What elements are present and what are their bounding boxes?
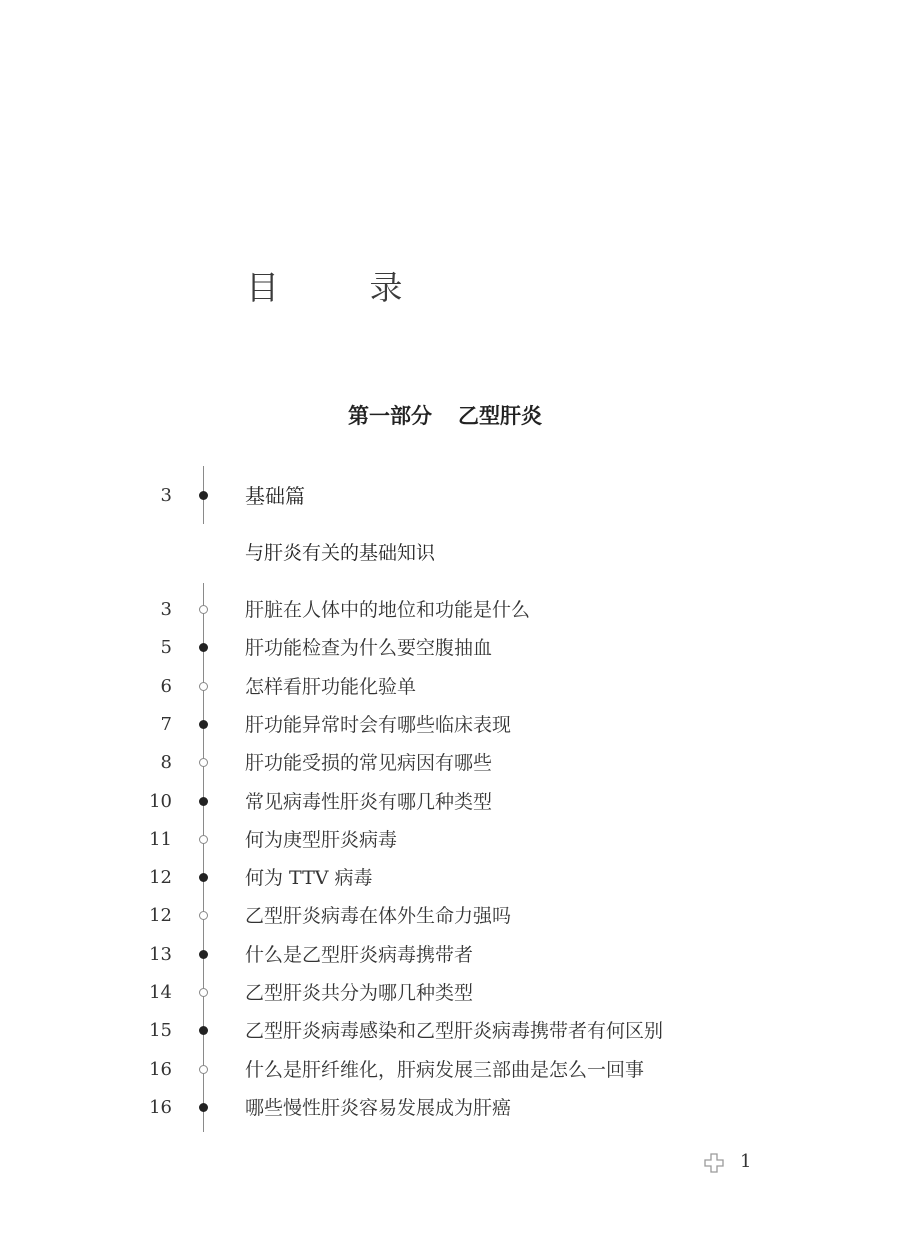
toc-entry[interactable] [0,633,900,663]
page-number: 1 [740,1151,752,1172]
filled-bullet-icon [199,720,208,729]
filled-bullet-icon [199,643,208,652]
hollow-bullet-icon [199,835,208,844]
toc-entry[interactable] [0,940,900,970]
part-label: 第一部分 [348,403,432,428]
entry-page-number: 14 [149,982,172,1003]
entry-page-number: 6 [160,675,172,697]
entry-title: 什么是肝纤维化，肝病发展三部曲是怎么一回事 [245,1058,645,1081]
entry-page-number: 3 [160,599,172,620]
filled-bullet-icon [199,797,208,806]
hollow-bullet-icon [199,911,208,920]
toc-entry[interactable] [0,978,900,1008]
entry-title: 怎样看肝功能化验单 [245,675,417,698]
section-entry[interactable] [0,481,900,511]
hollow-bullet-icon [199,682,208,691]
entry-page-number: 10 [149,790,172,812]
toc-entry[interactable] [0,1093,900,1123]
entry-title: 肝脏在人体中的地位和功能是什么 [245,599,531,621]
entry-page-number: 8 [160,752,172,774]
toc-entry[interactable] [0,672,900,702]
entry-title: 常见病毒性肝炎有哪几种类型 [245,790,493,813]
part-heading [0,400,890,430]
entry-title: 乙型肝炎共分为哪几种类型 [245,982,474,1004]
entry-title: 肝功能受损的常见病因有哪些 [245,752,493,775]
entry-page-number: 12 [149,867,172,889]
entry-title: 乙型肝炎病毒感染和乙型肝炎病毒携带者有何区别 [245,1020,664,1043]
hollow-bullet-icon [199,1065,208,1074]
section-page-number: 3 [160,485,172,506]
entry-title: 何为 TTV 病毒 [245,867,373,890]
filled-bullet-icon [199,950,208,959]
filled-bullet-icon [199,1103,208,1112]
entry-page-number: 15 [149,1020,172,1042]
toc-entry[interactable] [0,710,900,740]
section-bullet-icon [199,491,208,500]
filled-bullet-icon [199,873,208,882]
entry-page-number: 16 [149,1096,172,1118]
toc-entry[interactable] [0,863,900,893]
entry-page-number: 7 [160,713,172,735]
hollow-bullet-icon [199,605,208,614]
toc-entry[interactable] [0,901,900,931]
toc-entry[interactable] [0,595,900,625]
entry-title: 肝功能异常时会有哪些临床表现 [245,713,512,736]
entry-page-number: 11 [149,828,172,850]
entry-page-number: 5 [160,637,172,659]
part-title: 乙型肝炎 [458,403,542,428]
subsection-title: 与肝炎有关的基础知识 [245,542,436,564]
entry-page-number: 13 [149,943,172,965]
entry-title: 何为庚型肝炎病毒 [245,828,398,851]
entry-title: 肝功能检查为什么要空腹抽血 [245,637,493,660]
entry-page-number: 12 [149,905,172,927]
hollow-bullet-icon [199,988,208,997]
hollow-bullet-icon [199,758,208,767]
filled-bullet-icon [199,1026,208,1035]
toc-entry[interactable] [0,787,900,817]
entry-page-number: 16 [149,1058,172,1080]
cross-outline-icon [704,1153,724,1173]
section-title: 基础篇 [245,484,305,508]
toc-entry[interactable] [0,748,900,778]
toc-title: 目 录 [246,268,443,307]
entry-title: 哪些慢性肝炎容易发展成为肝癌 [245,1096,512,1119]
entry-title: 乙型肝炎病毒在体外生命力强吗 [245,905,512,928]
toc-entry[interactable] [0,1016,900,1046]
toc-entry[interactable] [0,1055,900,1085]
entry-title: 什么是乙型肝炎病毒携带者 [245,943,474,966]
toc-entry[interactable] [0,825,900,855]
entries-timeline-line [203,583,204,1132]
